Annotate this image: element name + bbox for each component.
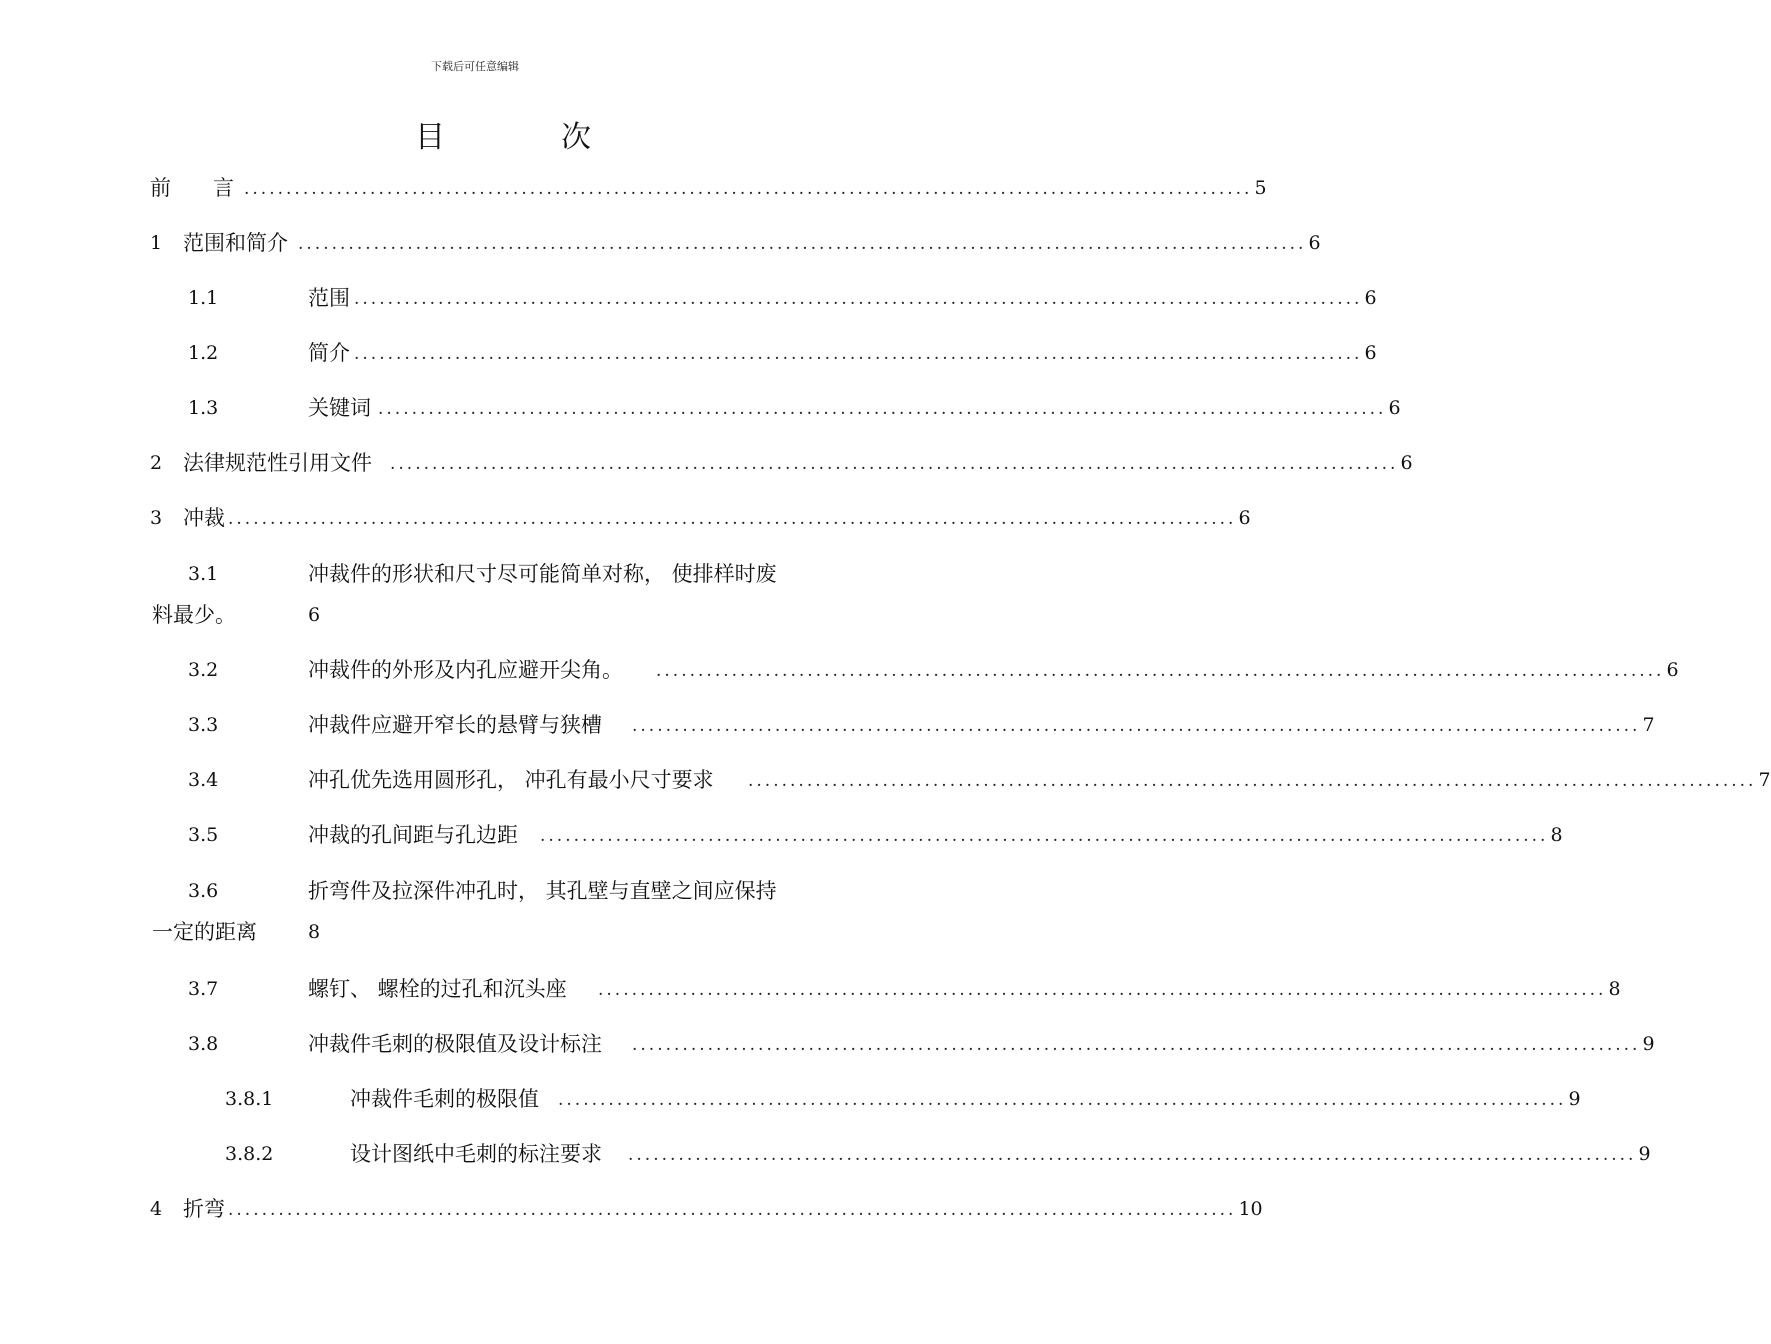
toc-section-number: 3.3 [188, 714, 219, 736]
toc-page-number: 6 [1364, 342, 1377, 364]
dot-leader: ........................................................................................................................ [244, 179, 1253, 199]
toc-entry-text: 冲裁件的外形及内孔应避开尖角。 [308, 658, 623, 682]
toc-section-number: 3.6 [188, 880, 219, 902]
toc-page-number: 6 [1400, 452, 1413, 474]
toc-page-number: 6 [1238, 507, 1251, 529]
toc-section-number: 3.5 [188, 824, 219, 846]
toc-entry-1-3[interactable] [150, 393, 1401, 423]
toc-entry-3-4[interactable] [150, 765, 1771, 795]
title-part-1: 目 [415, 120, 445, 155]
toc-entry-foreword[interactable] [150, 173, 1267, 203]
toc-entry-text: 关键词 [308, 396, 371, 420]
toc-page-number: 6 [308, 604, 321, 626]
title-part-2: 次 [561, 120, 591, 155]
dot-leader: ........................................................................................................................ [628, 1145, 1637, 1165]
toc-page-number: 9 [1642, 1033, 1655, 1055]
dot-leader: ........................................................................................................................ [378, 399, 1387, 419]
toc-entry-text: 简介 [308, 341, 350, 365]
toc-page-number: 6 [1364, 287, 1377, 309]
header-note: 下载后可任意编辑 [431, 60, 519, 73]
toc-page-number: 6 [1388, 397, 1401, 419]
toc-entry-1-2[interactable] [150, 338, 1377, 368]
dot-leader: ........................................................................................................................ [632, 716, 1641, 736]
toc-entry-text: 冲裁件毛刺的极限值及设计标注 [308, 1032, 602, 1056]
toc-page-number: 5 [1254, 177, 1267, 199]
toc-entry-2[interactable] [150, 448, 1413, 478]
toc-entry-3-8[interactable] [150, 1029, 1655, 1059]
toc-entry-text-continued: 料最少。 [152, 603, 236, 627]
toc-page-number: 8 [1550, 824, 1563, 846]
toc-section-number: 3.1 [188, 563, 219, 585]
toc-entry-text: 范围 [308, 286, 350, 310]
toc-entry-text: 冲裁件应避开窄长的悬臂与狭槽 [308, 713, 602, 737]
toc-entry-text: 折弯件及拉深件冲孔时， 其孔壁与直壁之间应保持 [308, 879, 777, 903]
dot-leader: ........................................................................................................................ [298, 234, 1307, 254]
dot-leader: ........................................................................................................................ [748, 771, 1757, 791]
toc-entry-3-1[interactable] [150, 559, 835, 631]
toc-entry-3-5[interactable] [150, 820, 1563, 850]
dot-leader: ........................................................................................................................ [354, 344, 1363, 364]
toc-section-number: 3.7 [188, 978, 219, 1000]
toc-section-number: 3 [150, 507, 163, 529]
toc-entry-3-7[interactable] [150, 974, 1621, 1004]
toc-entry-4[interactable] [150, 1194, 1263, 1224]
toc-entry-text: 设计图纸中毛刺的标注要求 [350, 1142, 602, 1166]
dot-leader: ........................................................................................................................ [598, 980, 1607, 1000]
toc-section-number: 1 [150, 232, 163, 254]
toc-page-number: 6 [1666, 659, 1679, 681]
toc-entry-text: 折弯 [183, 1197, 225, 1221]
dot-leader: ........................................................................................................................ [228, 509, 1237, 529]
dot-leader: ........................................................................................................................ [540, 826, 1549, 846]
toc-section-number: 1.2 [188, 342, 219, 364]
toc-section-number: 3.4 [188, 769, 219, 791]
toc-entry-3[interactable] [150, 503, 1251, 533]
dot-leader: ........................................................................................................................ [390, 454, 1399, 474]
toc-page-number: 8 [1608, 978, 1621, 1000]
toc-entry-text: 冲裁 [183, 506, 225, 530]
toc-entry-1[interactable] [150, 228, 1321, 258]
toc-page-number: 6 [1308, 232, 1321, 254]
toc-entry-3-3[interactable] [150, 710, 1655, 740]
page-title [415, 112, 591, 156]
toc-page-number: 7 [1642, 714, 1655, 736]
toc-section-number: 2 [150, 452, 163, 474]
toc-entry-text: 冲裁件毛刺的极限值 [350, 1087, 539, 1111]
toc-section-number: 3.8 [188, 1033, 219, 1055]
toc-entry-text: 前 言 [150, 176, 234, 200]
toc-section-number: 3.8.2 [225, 1143, 274, 1165]
toc-page-number: 9 [1638, 1143, 1651, 1165]
toc-section-number: 4 [150, 1198, 163, 1220]
dot-leader: ........................................................................................................................ [354, 289, 1363, 309]
toc-entry-3-8-2[interactable] [150, 1139, 1651, 1169]
toc-entry-1-1[interactable] [150, 283, 1377, 313]
toc-entry-text-continued: 一定的距离 [152, 920, 257, 944]
toc-entry-text: 螺钉、 螺栓的过孔和沉头座 [308, 977, 567, 1001]
toc-entry-text: 范围和简介 [183, 231, 288, 255]
toc-entry-3-6[interactable] [150, 876, 835, 948]
dot-leader: ........................................................................................................................ [656, 661, 1665, 681]
dot-leader: ........................................................................................................................ [632, 1035, 1641, 1055]
toc-section-number: 1.3 [188, 397, 219, 419]
toc-entry-text: 冲裁件的形状和尺寸尽可能简单对称， 使排样时废 [308, 562, 777, 586]
toc-page-number: 7 [1758, 769, 1771, 791]
toc-entry-text: 冲裁的孔间距与孔边距 [308, 823, 518, 847]
toc-section-number: 3.2 [188, 659, 219, 681]
dot-leader: ........................................................................................................................ [228, 1200, 1237, 1220]
toc-entry-3-2[interactable] [150, 655, 1679, 685]
toc-section-number: 1.1 [188, 287, 219, 309]
toc-entry-3-8-1[interactable] [150, 1084, 1581, 1114]
toc-entry-text: 法律规范性引用文件 [183, 451, 372, 475]
dot-leader: ........................................................................................................................ [558, 1090, 1567, 1110]
toc-page-number: 9 [1568, 1088, 1581, 1110]
toc-section-number: 3.8.1 [225, 1088, 274, 1110]
toc-entry-text: 冲孔优先选用圆形孔， 冲孔有最小尺寸要求 [308, 768, 714, 792]
toc-page-number: 10 [1238, 1198, 1263, 1220]
toc-page-number: 8 [308, 921, 321, 943]
